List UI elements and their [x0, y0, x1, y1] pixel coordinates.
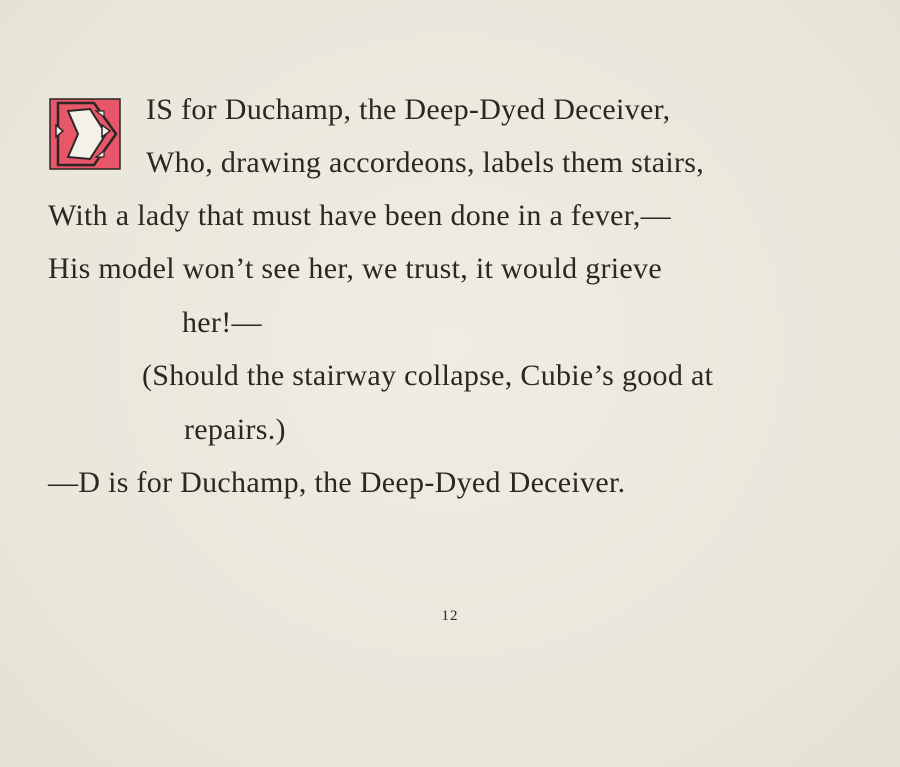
poem-line-3: With a lady that must have been done in a fever,—: [48, 199, 671, 232]
poem-line-1: IS for Duchamp, the Deep-Dyed Deceiver,: [146, 93, 671, 126]
poem-line-8: —D is for Duchamp, the Deep-Dyed Deceiver.: [48, 466, 626, 499]
page-number: 12: [441, 608, 459, 624]
poem-line-4: His model won’t see her, we trust, it would grieve: [48, 252, 662, 285]
poem-line-5: her!—: [182, 306, 262, 339]
decorated-initial-d: [48, 97, 122, 171]
poem-line-6: (Should the stairway collapse, Cubie’s good at: [142, 359, 714, 392]
poem-line-7: repairs.): [184, 413, 286, 446]
poem-line-2: Who, drawing accordeons, labels them stairs,: [146, 146, 705, 179]
